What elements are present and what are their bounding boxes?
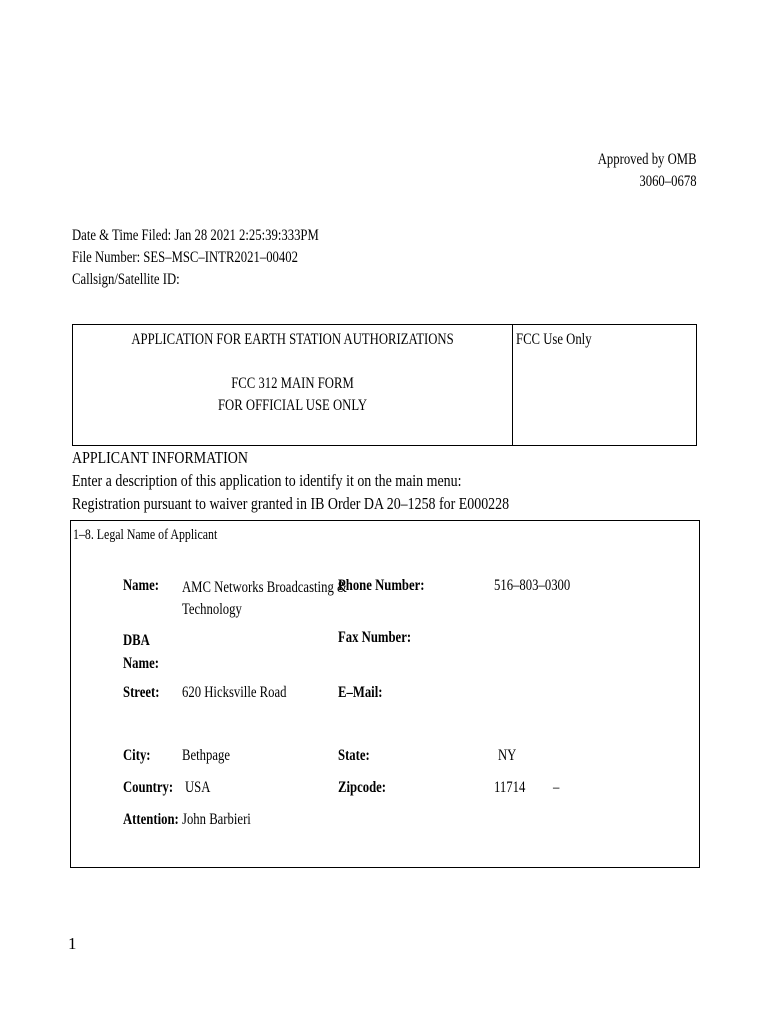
country-label: Country:	[123, 779, 174, 796]
city-label: City:	[123, 747, 151, 764]
filing-info	[72, 225, 373, 291]
fax-label: Fax Number:	[338, 629, 412, 646]
street-value: 620 Hicksville Road	[182, 684, 287, 701]
instruction-text: Enter a description of this application to identify it on the main menu:	[72, 471, 462, 490]
callsign: Callsign/Satellite ID:	[72, 271, 180, 288]
date-time-filed: Date & Time Filed: Jan 28 2021 2:25:39:333PM	[72, 227, 319, 244]
section-heading: APPLICANT INFORMATION	[72, 448, 248, 467]
zipcode-label: Zipcode:	[338, 779, 387, 796]
street-label: Street:	[123, 684, 160, 701]
form-title-wrap	[73, 331, 512, 349]
official-use-only: FOR OFFICIAL USE ONLY	[217, 397, 368, 414]
title-box-divider	[512, 325, 513, 445]
fcc-use-only: FCC Use Only	[516, 331, 592, 348]
name-label: Name:	[123, 577, 160, 594]
zipcode-extension: –	[553, 779, 560, 796]
omb-number: 3060–0678	[639, 173, 697, 190]
name-value-line2: Technology	[182, 601, 242, 618]
application-description: Registration pursuant to waiver granted in IB Order DA 20–1258 for E000228	[72, 494, 510, 513]
page-number: 1	[68, 934, 77, 953]
dba-label-line2: Name:	[123, 655, 160, 672]
legal-name-box	[70, 520, 700, 868]
phone-value: 516–803–0300	[494, 577, 571, 594]
applicant-info-section	[72, 446, 605, 515]
city-value: Bethpage	[182, 747, 231, 764]
attention-value: John Barbieri	[182, 811, 251, 828]
state-label: State:	[338, 747, 370, 764]
title-box	[72, 324, 697, 446]
state-value: NY	[498, 747, 517, 764]
omb-approval	[576, 149, 697, 193]
omb-approval-line1: Approved by OMB	[598, 151, 697, 168]
zipcode-value: 11714	[494, 779, 526, 796]
attention-label: Attention:	[123, 811, 179, 828]
form-name: FCC 312 MAIN FORM	[231, 375, 354, 392]
legal-name-section-label: 1–8. Legal Name of Applicant	[73, 527, 218, 543]
form-name-wrap	[73, 373, 512, 417]
fcc-use-only-wrap	[516, 331, 608, 349]
legal-name-section-label-wrap	[73, 527, 249, 544]
phone-label: Phone Number:	[338, 577, 425, 594]
dba-label	[123, 629, 167, 675]
name-value-line1: AMC Networks Broadcasting &	[182, 579, 347, 596]
form-title: APPLICATION FOR EARTH STATION AUTHORIZATIONS	[131, 331, 454, 348]
file-number: File Number: SES–MSC–INTR2021–00402	[72, 249, 298, 266]
dba-label-line1: DBA	[123, 632, 150, 649]
email-label: E–Mail:	[338, 684, 383, 701]
country-value: USA	[185, 779, 211, 796]
